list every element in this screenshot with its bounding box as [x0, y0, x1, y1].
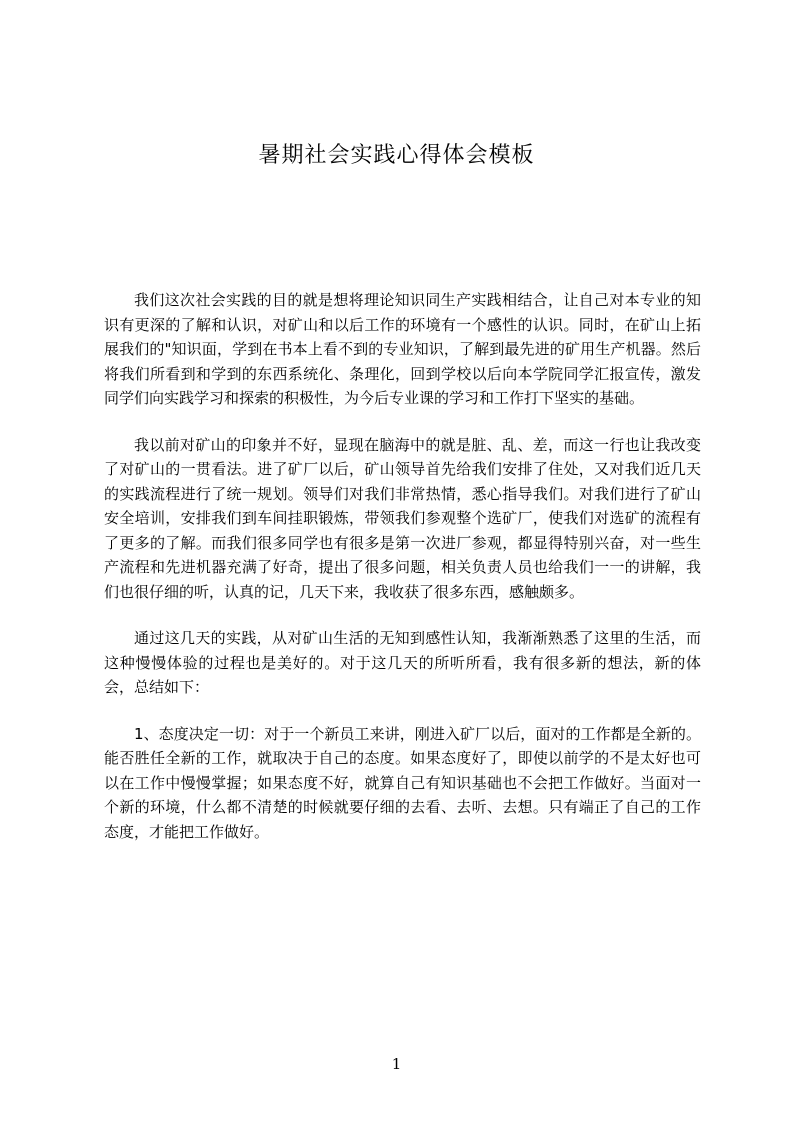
- document-title: 暑期社会实践心得体会模板: [258, 143, 535, 168]
- document-body: [104, 288, 701, 866]
- paragraph: 我以前对矿山的印象并不好，显现在脑海中的就是脏、乱、差，而这一行也让我改变了对矿山的一贯看法。进了矿厂以后，矿山领导首先给我们安排了住处，又对我们近几天的实践流程进行了统一规划。领导们对我们非常热情，悉心指导我们。对我们进行了矿山安全培训，安排我们到车间挂职锻炼，带领我们参观整个选矿厂，使我们对选矿的流程有了更多的了解。而我们很多同学也有很多是第一次进厂参观，都显得特别兴奋，对一些生产流程和先进机器充满了好奇，提出了很多问题，相关负责人员也给我们一一的讲解，我们也很仔细的听，认真的记，几天下来，我收获了很多东西，感触颇多。: [104, 435, 701, 601]
- paragraph: 1、态度决定一切：对于一个新员工来讲，刚进入矿厂以后，面对的工作都是全新的。能否胜任全新的工作，就取决于自己的态度。如果态度好了，即使以前学的不是太好也可以在工作中慢慢掌握；如果态度不好，就算自己有知识基础也不会把工作做好。当面对一个新的环境，什么都不清楚的时候就要仔细的去看、去听、去想。只有端正了自己的工作态度，才能把工作做好。: [104, 724, 701, 841]
- paragraph: 我们这次社会实践的目的就是想将理论知识同生产实践相结合，让自己对本专业的知识有更深的了解和认识，对矿山和以后工作的环境有一个感性的认识。同时，在矿山上拓展我们的"知识面，学到在书本上看不到的专业知识，了解到最先进的矿用生产机器。然后将我们所看到和学到的东西系统化、条理化，回到学校以后向本学院同学汇报宣传，激发同学们向实践学习和探索的积极性，为今后专业课的学习和工作打下坚实的基础。: [104, 291, 701, 407]
- paragraph: 通过这几天的实践，从对矿山生活的无知到感性认知，我渐渐熟悉了这里的生活，而这种慢慢体验的过程也是美好的。对于这几天的所听所看，我有很多新的想法，新的体会，总结如下：: [104, 629, 701, 696]
- page-number: 1: [391, 1055, 402, 1073]
